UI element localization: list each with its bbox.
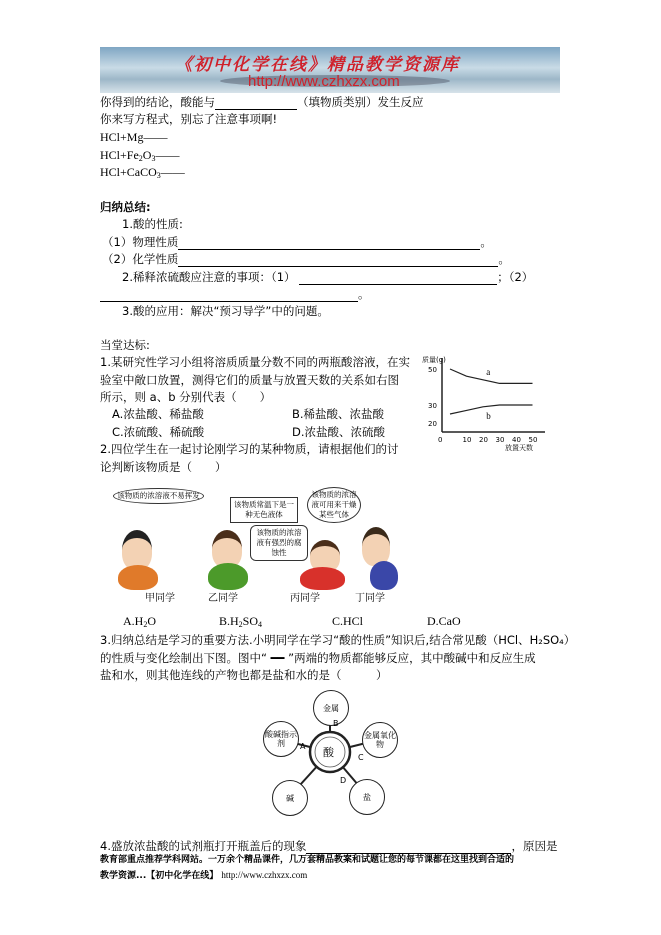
- student-body: [300, 567, 345, 590]
- student-label: 甲同学: [145, 593, 175, 604]
- q1-option-c: C.浓硫酸、稀硫酸: [112, 425, 205, 439]
- student-label: 丙同学: [290, 593, 320, 604]
- t: 2.稀释浓硫酸应注意的事项：（1）: [122, 270, 296, 284]
- t: 教学资源...【初中化学在线】: [100, 871, 219, 881]
- t: SO: [242, 614, 259, 628]
- series-line-b: [450, 405, 533, 414]
- edge-label-d: D: [340, 776, 347, 785]
- t: 3: [151, 154, 156, 163]
- summary-heading: 归纳总结:: [100, 200, 151, 214]
- series-label-a: a: [486, 366, 491, 377]
- speech-bubble: 该物质的浓溶液不易挥发: [113, 488, 204, 504]
- banner-title: 《初中化学在线》精品教学资源库: [175, 55, 460, 75]
- q2-line: 2.四位学生在一起讨论刚学习的某种物质，请根据他们的讨: [100, 442, 399, 456]
- blank[interactable]: [178, 254, 498, 267]
- student-label: 乙同学: [208, 593, 238, 604]
- blank[interactable]: [178, 237, 480, 250]
- q2-option-a: [123, 613, 156, 633]
- student-label: 丁同学: [355, 593, 385, 604]
- q1-line: 验室中敞口放置，测得它们的质量与放置天数的关系如右图: [100, 373, 399, 387]
- conclusion-line: [100, 94, 424, 110]
- footer-line-2: [100, 868, 307, 883]
- student-body: [118, 565, 158, 590]
- q4-line: [100, 838, 557, 854]
- t: ；（2）: [497, 270, 534, 284]
- x-axis-label: 放置天数: [505, 444, 533, 452]
- student-head: [122, 530, 152, 570]
- equation-1: HCl+Mg——: [100, 130, 168, 144]
- q1-option-b: B.稀盐酸、浓盐酸: [292, 407, 385, 421]
- node-salt: 盐: [349, 779, 385, 815]
- q2-line: 论判断该物质是（ ）: [100, 460, 227, 474]
- x-tick-label: 50: [528, 436, 538, 444]
- mass-vs-days-chart: [420, 350, 550, 455]
- x-tick-label: 10: [462, 436, 472, 444]
- t: ，原因是: [511, 839, 558, 853]
- q1-line: 所示，则 a、b 分别代表（ ）: [100, 390, 272, 404]
- y-tick-label: 30: [428, 402, 437, 410]
- y-axis-label: 质量(g): [422, 356, 446, 364]
- q1-option-a: A.浓盐酸、稀盐酸: [112, 407, 204, 421]
- t: 4.盛放浓盐酸的试剂瓶打开瓶盖后的现象: [100, 839, 307, 853]
- q1-line: 1.某研究性学习小组将溶质质量分数不同的两瓶酸溶液，在实: [100, 355, 410, 369]
- node-indicator: 酸碱指示剂: [263, 721, 299, 757]
- x-tick-label: 40: [512, 436, 521, 444]
- practice-heading: 当堂达标:: [100, 338, 150, 352]
- dilution-line-2: [100, 286, 370, 302]
- edge-label-b: B: [333, 719, 339, 728]
- blank[interactable]: [299, 272, 497, 285]
- speech-bubble: 该物质常温下是一种无色液体: [230, 497, 298, 523]
- summary-item-1: 1.酸的性质:: [122, 217, 183, 231]
- q1-option-d: D.浓盐酸、浓硫酸: [292, 425, 386, 439]
- t: ——: [155, 148, 180, 162]
- banner-url: http://www.czhxzx.com: [248, 73, 400, 90]
- q3-line: 的性质与变化绘制出下图。图中“ ━━ ”两端的物质都能够反应，其中酸碱中和反应生成: [100, 651, 536, 665]
- student-body: [370, 561, 398, 590]
- speech-bubble: 该物质的浓溶液可用来干燥某些气体: [307, 487, 361, 523]
- student-body: [208, 563, 248, 590]
- q2-option-c: C.HCl: [332, 614, 364, 628]
- t: 4: [258, 620, 263, 629]
- footer-line-1: 教育部重点推荐学科网站。一万余个精品课件，几万套精品教案和试题让您的每节课都在这里找到合适的: [100, 855, 515, 865]
- t: 2: [138, 154, 143, 163]
- x-tick-label: 0: [438, 436, 443, 444]
- text: （填物质类别）发生反应: [297, 95, 424, 109]
- node-base: 碱: [272, 780, 308, 816]
- q2-option-d: D.CaO: [427, 614, 461, 628]
- x-tick-label: 20: [479, 436, 488, 444]
- dilution-notes: [122, 269, 533, 285]
- node-metal: 金属: [313, 690, 349, 726]
- chemical-properties: [102, 251, 510, 267]
- t: B.H: [219, 614, 239, 628]
- blank[interactable]: [215, 97, 297, 110]
- t: A.H: [123, 614, 144, 628]
- t: 。: [498, 252, 510, 266]
- t: HCl+CaCO: [100, 165, 157, 179]
- students-illustration: [100, 485, 400, 590]
- node-metal-oxide: 金属氧化物: [362, 722, 398, 758]
- physical-properties: [102, 234, 492, 250]
- t: ——: [160, 165, 185, 179]
- t: 。: [480, 235, 492, 249]
- x-tick-label: 30: [495, 436, 505, 444]
- t: 2: [143, 620, 148, 629]
- t: 。: [358, 287, 370, 301]
- text: 你得到的结论，酸能与: [100, 95, 215, 109]
- t: O: [142, 148, 152, 162]
- t: （1）物理性质: [102, 235, 179, 249]
- q3-line: 3.归纳总结是学习的重要方法.小明同学在学习“酸的性质”知识后,结合常见酸（HCl、H₂SO₄）: [100, 633, 576, 647]
- q3-line: 盐和水，则其他连线的产物也都是盐和水的是（ ）: [100, 668, 388, 682]
- summary-item-3: 3.酸的应用：解决“预习导学”中的问题。: [122, 304, 329, 318]
- acid-properties-diagram: [260, 688, 400, 816]
- blank[interactable]: [100, 289, 358, 302]
- site-banner: [100, 47, 560, 93]
- y-tick-label: 20: [428, 420, 437, 428]
- t: 2: [238, 620, 243, 629]
- series-label-b: b: [486, 410, 491, 421]
- equation-3: [100, 164, 185, 184]
- t: O: [147, 614, 157, 628]
- edge-label-c: C: [358, 753, 364, 762]
- t: HCl+Fe: [100, 148, 139, 162]
- prompt: 你来写方程式，别忘了注意事项啊!: [100, 112, 278, 126]
- footer-url[interactable]: http://www.czhxzx.com: [221, 870, 308, 880]
- edge-label-a: A: [300, 742, 306, 751]
- t: （2）化学性质: [102, 252, 179, 266]
- series-line-a: [450, 366, 533, 383]
- q2-option-b: [219, 613, 262, 633]
- node-acid: 酸: [323, 746, 334, 759]
- t: 3: [156, 171, 161, 180]
- speech-bubble: 该物质的浓溶液有强烈的腐蚀性: [250, 525, 308, 561]
- y-tick-label: 50: [428, 366, 437, 374]
